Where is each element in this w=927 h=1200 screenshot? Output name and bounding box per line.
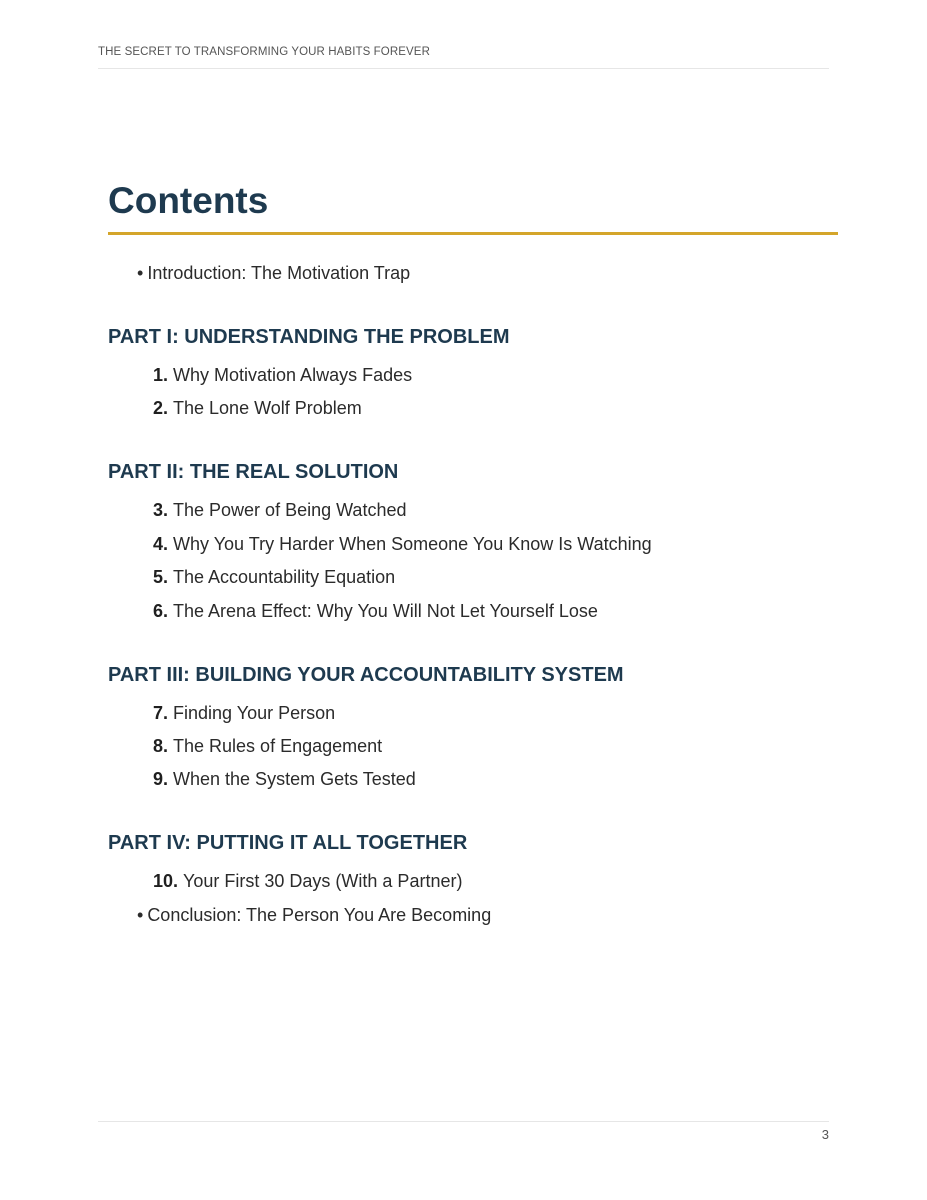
toc-chapter-5[interactable] <box>108 564 828 590</box>
part-heading-1: PART I: UNDERSTANDING THE PROBLEM <box>108 326 510 348</box>
chapter-title: Finding Your Person <box>173 702 336 723</box>
header-divider <box>98 68 829 69</box>
toc-chapter-3[interactable] <box>108 497 828 523</box>
chapter-number: 9. <box>153 769 169 790</box>
toc-chapter-9[interactable] <box>108 766 828 792</box>
chapter-number: 1. <box>153 365 169 385</box>
chapter-number: 8. <box>153 735 169 756</box>
part-heading-4: PART IV: PUTTING IT ALL TOGETHER <box>108 832 468 855</box>
chapter-number: 10. <box>153 871 179 892</box>
chapter-title: Why Motivation Always Fades <box>173 365 413 385</box>
toc-intro-label: Introduction: The Motivation Trap <box>147 263 411 283</box>
bullet-icon: • <box>137 263 144 283</box>
part-heading-3: PART III: BUILDING YOUR ACCOUNTABILITY SYSTEM <box>108 663 624 686</box>
toc-chapter-7[interactable] <box>108 700 828 726</box>
chapter-number: 7. <box>153 702 169 723</box>
toc-chapter-1[interactable] <box>108 362 828 388</box>
chapter-title: The Lone Wolf Problem <box>173 398 362 419</box>
bullet-icon: • <box>137 904 144 925</box>
toc-chapter-10[interactable] <box>108 868 828 894</box>
part-heading-2: PART II: THE REAL SOLUTION <box>108 461 399 484</box>
toc-intro-entry[interactable] <box>108 260 828 286</box>
toc-chapter-2[interactable] <box>108 395 828 421</box>
toc-conclusion-label: Conclusion: The Person You Are Becoming <box>147 904 492 925</box>
chapter-title: The Accountability Equation <box>173 567 396 588</box>
page-title: Contents <box>108 180 269 221</box>
chapter-title: The Power of Being Watched <box>173 500 407 521</box>
title-underline <box>108 232 838 235</box>
running-header: THE SECRET TO TRANSFORMING YOUR HABITS FOREVER <box>98 46 430 58</box>
chapter-number: 2. <box>153 398 169 419</box>
page-number: 3 <box>821 1127 829 1142</box>
chapter-title: Your First 30 Days (With a Partner) <box>183 871 463 892</box>
chapter-number: 3. <box>153 500 169 521</box>
footer-divider <box>98 1121 829 1122</box>
chapter-title: Why You Try Harder When Someone You Know Is Watching <box>173 533 652 554</box>
toc-chapter-6[interactable] <box>108 598 828 624</box>
table-of-contents <box>108 260 828 928</box>
toc-chapter-8[interactable] <box>108 733 828 759</box>
chapter-title: When the System Gets Tested <box>173 769 416 790</box>
chapter-title: The Arena Effect: Why You Will Not Let Yourself Lose <box>173 600 598 621</box>
chapter-number: 5. <box>153 567 169 588</box>
chapter-number: 6. <box>153 600 169 621</box>
chapter-number: 4. <box>153 533 169 554</box>
toc-chapter-4[interactable] <box>108 531 828 557</box>
toc-conclusion-entry[interactable] <box>108 902 828 928</box>
chapter-title: The Rules of Engagement <box>173 735 383 756</box>
